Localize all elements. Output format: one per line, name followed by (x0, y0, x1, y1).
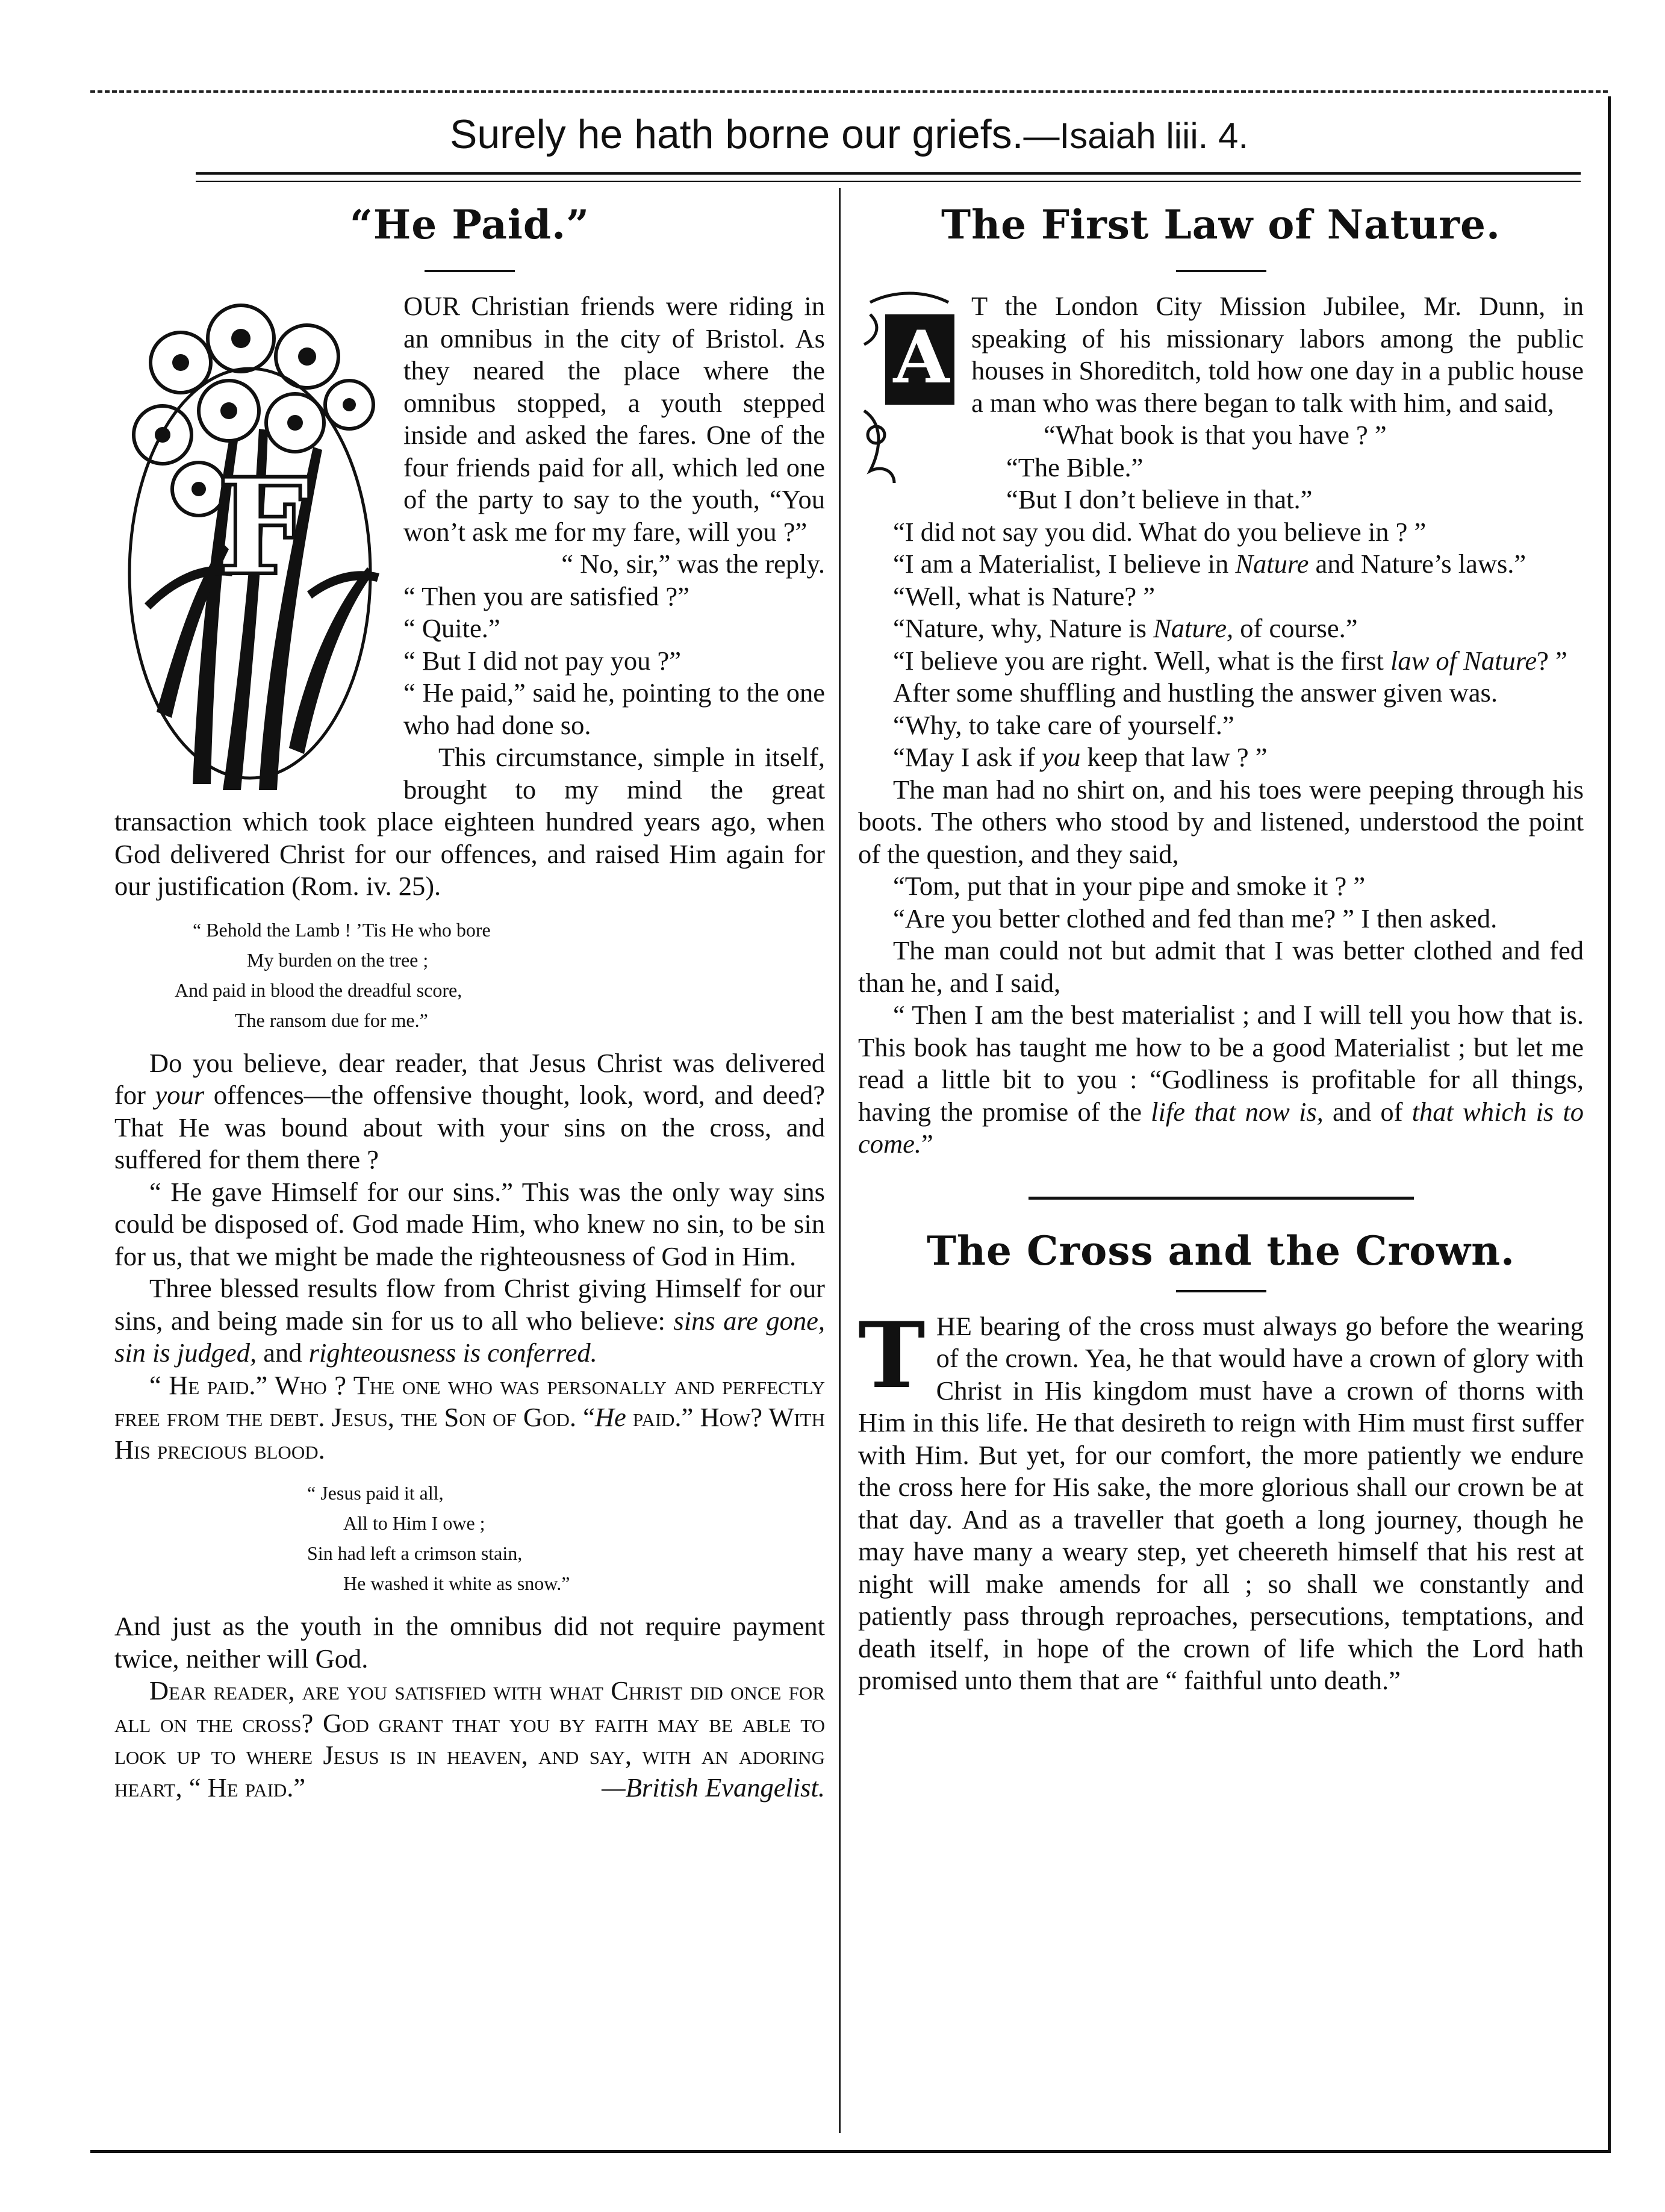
flower-icon (108, 290, 391, 802)
left-column (114, 192, 825, 1804)
section-rule (1029, 1197, 1414, 1200)
page-header (90, 101, 1608, 167)
right-column (858, 192, 1584, 1697)
dialogue-line (858, 612, 1584, 645)
header-text: Surely he hath borne our griefs. (449, 111, 1024, 157)
text-run-italic: Nature (1235, 549, 1309, 579)
he-paid-just-as: And just as the youth in the omnibus did not require payment twice, neither will God. (114, 1611, 825, 1674)
first-law-opening: T the London City Mission Jubilee, Mr. Dunn, in speaking of his missionary labors among the public houses in Shoreditch, told how one day in a public house a man who was there began to talk with him, and said, (971, 291, 1584, 418)
text-run-italic: righteousness is conferred. (308, 1338, 597, 1368)
dialogue-line (858, 645, 1584, 678)
header-reference: —Isaiah liii. 4. (1023, 116, 1249, 156)
text-run: of course.” (1233, 613, 1358, 643)
text-run: and Nature’s laws.” (1309, 549, 1527, 579)
he-paid-do-you-believe (114, 1047, 825, 1176)
title-rule (1176, 1290, 1266, 1292)
dialogue-line: The man could not but admit that I was better clothed and fed than he, and I said, (858, 935, 1584, 998)
text-run: offences—the offensive thought, look, word, and deed? That He was bound about with your sins on the cross, and suffered for them there ? (114, 1080, 826, 1174)
initial-letter: A (893, 315, 950, 400)
he-paid-no-sir: “ No, sir,” was the reply. (561, 549, 825, 579)
verse-line: “ Jesus paid it all, (307, 1482, 444, 1504)
dialogue-line: “Well, what is Nature? ” (893, 581, 1156, 611)
article-title-first-law: The First Law of Nature. (941, 201, 1501, 248)
text-run-italic: He (594, 1402, 626, 1432)
title-rule (1176, 270, 1266, 272)
text-run-italic: law of Nature (1390, 645, 1537, 676)
text-run: “May I ask if (893, 742, 1042, 772)
text-run: Three blessed results flow from Christ giving Himself for our sins, and being made sin for us to all who believe: (114, 1273, 825, 1336)
article-title-he-paid: “He Paid.” (349, 201, 590, 248)
text-run: ” (921, 1129, 933, 1159)
he-paid-three-results (114, 1273, 825, 1369)
attribution: —British Evangelist. (602, 1772, 825, 1802)
text-run-italic: that which is to come. (858, 1096, 1584, 1159)
dialogue-line: The man had no shirt on, and his toes were peeping through his boots. The others who stood by and listened, understood the point of the question, and they said, (858, 774, 1584, 869)
he-paid-not-pay: “ But I did not pay you ?” (403, 645, 681, 676)
text-run: “ Then I am the best materialist ; and I will tell you how that is. This book has taught me how to be a good Materialist ; but let me read a little bit to you : “Godliness is profitable for all things, having the promise of the (858, 1000, 1584, 1127)
text-run-italic: your (155, 1080, 205, 1110)
he-paid-who (114, 1369, 825, 1466)
verse-line: Sin had left a crimson stain, (307, 1542, 523, 1564)
dialogue-line: “Are you better clothed and fed than me? ” I then asked. (893, 903, 1498, 933)
svg-text:F: F (217, 449, 311, 605)
he-paid-circumstance: This circumstance, simple in itself, brought to my mind the great transaction which took place eighteen hundred years ago, when God delivered Christ for our offences, and raised Him again for our justification (Rom. iv. 25). (114, 742, 825, 901)
verse-behold-the-lamb (114, 915, 825, 1035)
text-run: paid.” How? With His precious blood. (114, 1402, 825, 1465)
text-run-italic: Nature, (1153, 613, 1234, 643)
dialogue-line: “What book is that you have ? ” (1044, 420, 1387, 450)
article-title-cross-crown: The Cross and the Crown. (926, 1227, 1516, 1274)
dialogue-line: After some shuffling and hustling the answer given was. (893, 678, 1498, 708)
dialogue-line (858, 548, 1584, 581)
he-paid-quite: “ Quite.” (403, 613, 500, 643)
text-run: keep that law ? ” (1080, 742, 1268, 772)
text-run: ? ” (1537, 645, 1567, 676)
he-paid-opening: OUR Christian friends were riding in an omnibus in the city of Bristol. As they neared the place where the omnibus stopped, a youth stepped inside and asked the fares. One of the four friends paid for all, which led one of the party to say to the youth, “You won’t ask me for my fare, will you ?” (403, 291, 825, 547)
he-paid-gave-himself: “ He gave Himself for our sins.” This was the only way sins could be disposed of. God made Him, who knew no sin, to be sin for us, that we might be made the righteousness of God in Him. (114, 1176, 825, 1271)
verse-line: And paid in blood the dreadful score, (175, 979, 462, 1001)
dialogue-line: “I did not say you did. What do you believe in ? ” (893, 516, 1427, 547)
text-run: “Nature, why, Nature is (893, 613, 1154, 643)
title-rule (425, 270, 515, 272)
verse-line: “ Behold the Lamb ! ’Tis He who bore (193, 918, 491, 941)
verse-line: My burden on the tree ; (247, 949, 429, 971)
text-run: and of (1323, 1096, 1412, 1127)
column-divider (839, 188, 841, 2133)
text-run: “I believe you are right. Well, what is the first (893, 645, 1391, 676)
dialogue-line: “The Bible.” (1006, 452, 1144, 482)
drop-cap-t: T (858, 1302, 926, 1409)
he-paid-pointing: “ He paid,” said he, pointing to the one who had done so. (403, 678, 825, 740)
verse-line: He washed it white as snow.” (343, 1572, 570, 1594)
text-run: and (257, 1338, 309, 1368)
text-run: “I am a Materialist, I believe in (893, 549, 1236, 579)
text-run-italic: you (1042, 742, 1081, 772)
header-rule-thin (196, 181, 1581, 182)
dialogue-line (858, 741, 1584, 774)
text-run: Do you believe, dear reader, that Jesus Christ was delivered for (114, 1047, 825, 1110)
he-paid-satisfied: “ Then you are satisfied ?” (403, 581, 689, 611)
verse-line: The ransom due for me.” (235, 1009, 428, 1031)
text-run: “ He paid.” Who ? The one who was personally and perfectly free from the debt. Jesus, the Son of God. “ (114, 1369, 825, 1432)
dialogue-line: “Tom, put that in your pipe and smoke it ? ” (893, 871, 1366, 901)
dialogue-line: “Why, to take care of yourself.” (893, 709, 1234, 740)
top-border-rule (90, 90, 1608, 93)
text-run-italic: life that now is, (1151, 1096, 1324, 1127)
text-run-italic: sins are gone, sin is judged, (114, 1305, 825, 1368)
flower-illustration (108, 290, 391, 802)
header-rule (196, 172, 1581, 175)
cross-crown-body: HE bearing of the cross must always go before the wearing of the crown. Yea, he that would have a crown of glory with Christ in His kingdom must have a crown of thorns with Him in this life. He that desireth to reign with Him must first suffer with Him. But yet, for our comfort, the more patiently we endure the cross here for His sake, the more glorious shall our crown be at that day. And as a traveller that goeth a long journey, though he may have many a weary step, yet cheereth himself that his rest at night will make amends for all ; so shall we constantly and patiently pass through reproaches, persecutions, temptations, and death itself, in hope of the crown of life which the Lord hath promised unto them that are “ faithful unto death.” (858, 1310, 1584, 1695)
verse-jesus-paid-it-all (114, 1478, 825, 1598)
dialogue-line: “But I don’t believe in that.” (1006, 484, 1313, 514)
text-run: Dear reader, are you satisfied with what Christ did once for all on the cross? God grant that you by faith may be able to look up to where Jesus is in heaven, and say, with an adoring heart, “ He paid.” (114, 1675, 825, 1802)
he-paid-dear-reader (114, 1675, 825, 1804)
ornamental-initial (858, 290, 960, 489)
verse-line: All to Him I owe ; (343, 1512, 485, 1534)
dialogue-line (858, 999, 1584, 1161)
